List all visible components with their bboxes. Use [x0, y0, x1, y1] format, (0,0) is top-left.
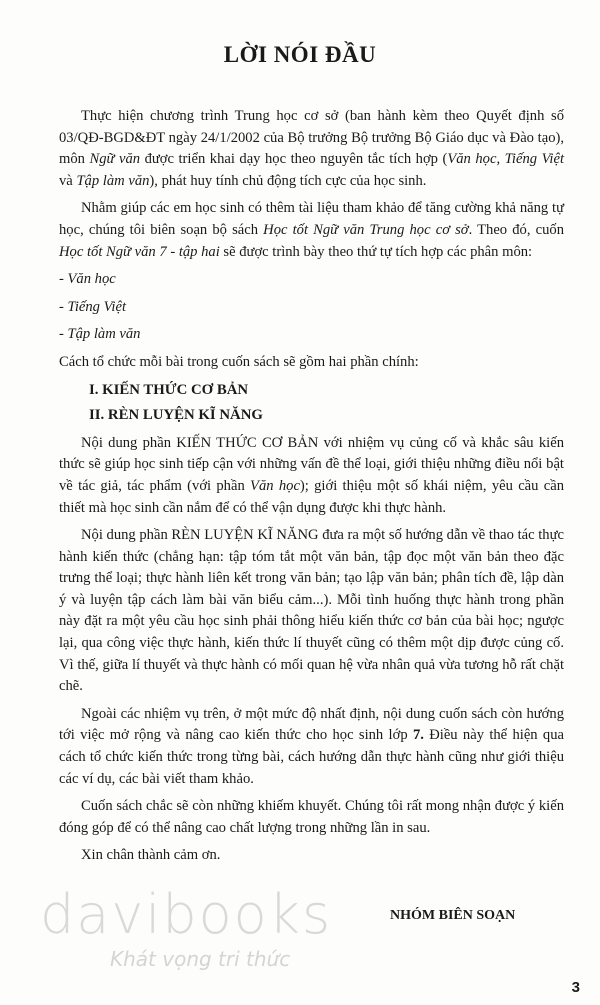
document-body	[59, 106, 564, 867]
text: được triển khai dạy học theo nguyên tắc tích hợp (	[140, 151, 448, 168]
paragraph-8: Xin chân thành cảm ơn.	[81, 847, 221, 864]
text-italic: Học tốt Ngữ văn Trung học cơ sở	[263, 221, 469, 238]
text: và	[59, 172, 77, 189]
page-footer	[0, 885, 600, 975]
section-heading: I. KIẾN THỨC CƠ BẢN	[89, 381, 249, 398]
paragraph-6	[59, 704, 564, 790]
text: ); giới thiệu một số khái niệm, yêu cầu cần thiết mà học sinh cần nắm để có thể vận dụng được khi thực hành.	[59, 477, 564, 516]
paragraph-2	[59, 198, 564, 263]
watermark-logo: davibooks	[40, 883, 333, 946]
text: ), phát huy tính chủ động tích cực của học sinh.	[149, 172, 427, 189]
page-title: LỜI NÓI ĐẦU	[223, 42, 377, 67]
page-number: 3	[571, 979, 580, 996]
paragraph-3: Cách tổ chức mỗi bài trong cuốn sách sẽ gồm hai phần chính:	[59, 353, 419, 370]
text-italic: Văn học	[250, 477, 300, 494]
text-bold: 7.	[412, 727, 424, 744]
text-italic: Ngữ văn	[89, 151, 141, 168]
text-italic: Học tốt Ngữ văn 7 - tập hai	[59, 243, 220, 260]
text: sẽ được trình bày theo thứ tự tích hợp các phân môn:	[219, 243, 533, 260]
paragraph-7: Cuốn sách chắc sẽ còn những khiếm khuyết. Chúng tôi rất mong nhận được ý kiến đóng góp để có thể nâng cao chất lượng trong những lần in sau.	[59, 798, 564, 836]
paragraph-4	[59, 433, 564, 519]
text: Nhằm giúp các em học sinh có thêm tài liệu tham khảo để tăng cường khả năng tự học, chúng tôi biên soạn bộ sách	[59, 200, 564, 238]
text-italic: Văn học	[447, 151, 497, 168]
text: ,	[496, 151, 505, 168]
subject-item: - Văn học	[59, 271, 116, 288]
watermark-slogan: Khát vọng tri thức	[110, 947, 291, 971]
paragraph-1	[59, 106, 564, 192]
section-heading: II. RÈN LUYỆN KĨ NĂNG	[89, 407, 263, 424]
paragraph-5: Nội dung phần RÈN LUYỆN KĨ NĂNG đưa ra một số hướng dẫn về thao tác thực hành kiến thức (chẳng hạn: tập tóm tắt một văn bản, tập đọc một văn bản theo đặc trưng thể loại; thực hành liên kết trong văn bản; tạo lập văn bản; phân tích đề, lập dàn ý và luyện tập cách làm bài văn biểu cảm...). Mỗi tình huống thực hành trong phần này đặt ra một yêu cầu học sinh phải thông hiểu kiến thức cơ bản của bài học; ngược lại, qua công việc thực hành, kiến thức lí thuyết cũng có thêm một dịp được củng cố. Vì thế, giữa lí thuyết và thực hành có mối quan hệ vừa nhân quả vừa tương hỗ rất chặt chẽ.	[59, 527, 564, 695]
text-italic: Tập làm văn	[76, 172, 150, 189]
text: Nội dung phần KIẾN THỨC CƠ BẢN với nhiệm vụ củng cố và khắc sâu kiến thức sẽ giúp học sinh tiếp cận với những vấn đề thể loại, giới thiệu những điều nổi bật về tác giả, tác phẩm (với phần	[59, 434, 564, 494]
text: Điều này thể hiện qua cách tổ chức kiến thức trong từng bài, cách hướng dẫn thực hành cũng như giới thiệu các ví dụ, các bài viết tham khảo.	[59, 727, 564, 787]
subject-item: - Tiếng Việt	[59, 298, 127, 315]
subject-item: - Tập làm văn	[59, 326, 141, 343]
text-italic: Tiếng Việt	[504, 151, 564, 168]
text: Ngoài các nhiệm vụ trên, ở một mức độ nhất định, nội dung cuốn sách còn hướng tới việc mở rộng và nâng cao kiến thức cho học sinh lớp	[59, 705, 564, 744]
signature: NHÓM BIÊN SOẠN	[390, 908, 516, 923]
text: Thực hiện chương trình Trung học cơ sở (ban hành kèm theo Quyết định số 03/QĐ-BGD&ĐT ngày 24/1/2002 của Bộ trưởng Bộ trưởng Bộ Giáo dục và Đào tạo), môn	[59, 108, 564, 168]
text: . Theo đó, cuốn	[468, 221, 564, 238]
